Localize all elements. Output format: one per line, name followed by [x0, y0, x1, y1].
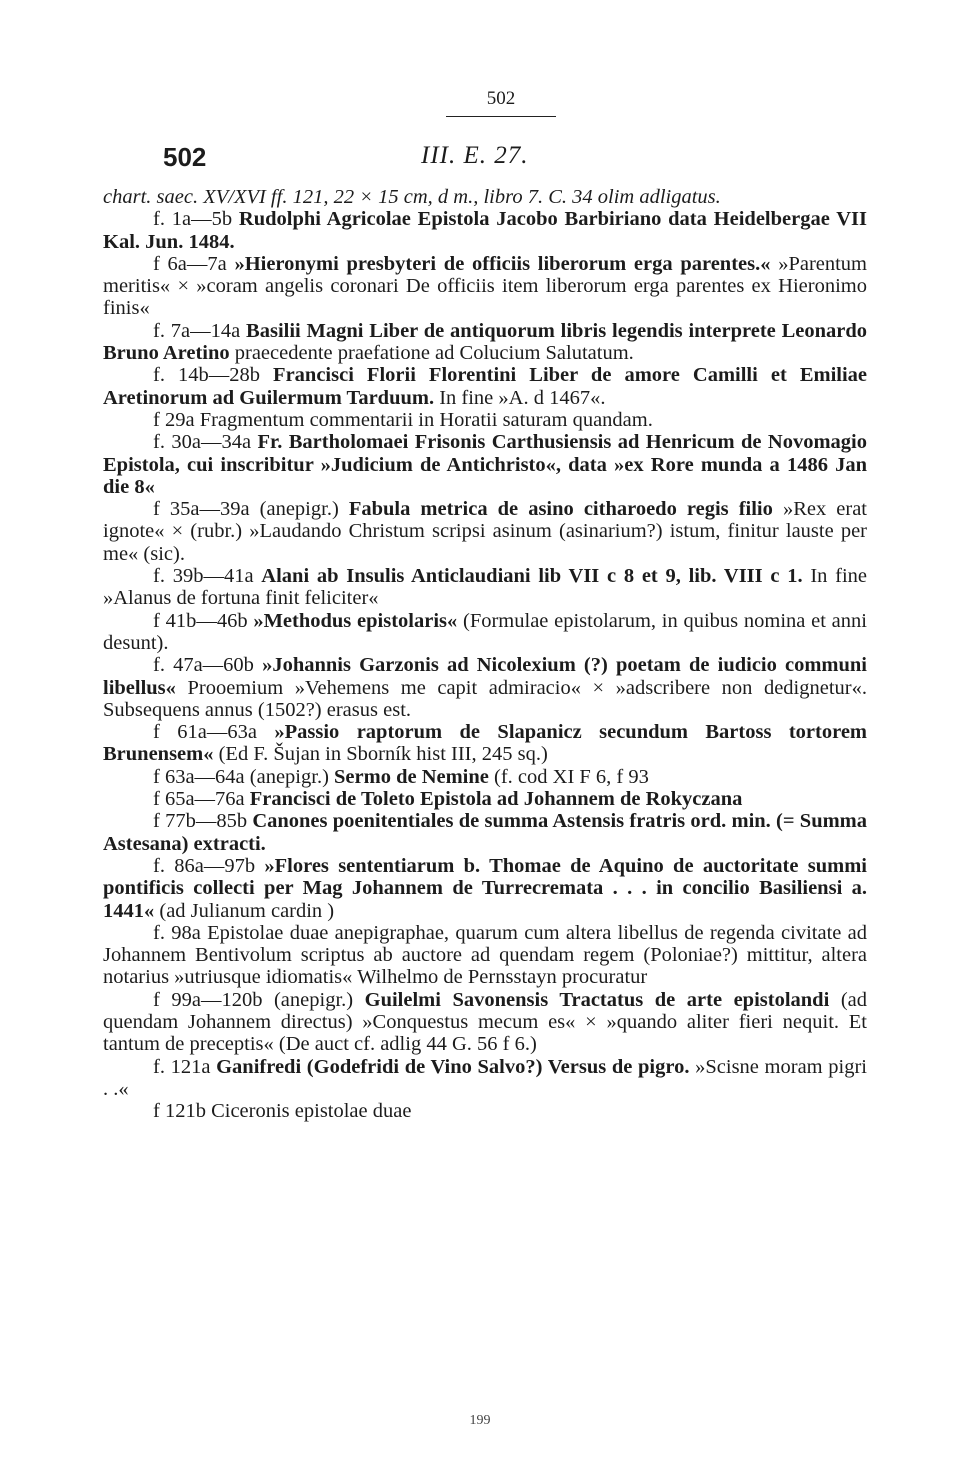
- item-note: (ad Julianum cardin ): [159, 899, 335, 922]
- folio-reference: f. 39b—41a: [153, 565, 254, 588]
- folio-reference: f 65a—76a: [153, 788, 245, 811]
- folio-reference: f. 121a: [153, 1055, 211, 1078]
- item-note: (Ed F. Šujan in Sborník hist III, 245 sq.): [218, 743, 548, 766]
- folio-reference: f 99a—120b (anepigr.): [153, 988, 354, 1011]
- item-title: Sermo de Nemine: [334, 765, 489, 788]
- item-title: »Johannis Garzonis ad Nicolexium (?) poetam de iudicio communi libellus«: [103, 654, 867, 699]
- entry-number: 502: [163, 142, 207, 172]
- item-title: »Passio raptorum de Slapanicz secundum Bartoss tortorem Brunensem«: [103, 721, 868, 766]
- contents-item: [103, 654, 867, 721]
- item-note: »Rex erat ignote« × (rubr.) »Laudando Christum scripsi asinum (asinarium?) istum, finitur lauste per me« (sic).: [103, 498, 867, 565]
- item-title: »Methodus epistolaris«: [253, 609, 458, 632]
- physical-description: chart. saec. XV/XVI ff. 121, 22 × 15 cm, d m., libro 7. C. 34 olim adligatus.: [103, 186, 721, 208]
- contents-item: [103, 364, 867, 409]
- item-title: »Flores sententiarum b. Thomae de Aquino de auctoritate summi pontificis collecti per Mag Johannem de Turrecremata . . . in concilio Basiliensi a. 1441«: [103, 854, 867, 922]
- item-title: Basilii Magni Liber de antiquorum libris legendis interprete Leonardo Bruno Aretino: [103, 319, 867, 365]
- contents-item: [103, 610, 867, 655]
- folio-reference: f. 86a—97b: [153, 854, 256, 877]
- entry-heading: [163, 142, 863, 182]
- item-title: Fr. Bartholomaei Frisonis Carthusiensis ad Henricum de Novomagio Epistola, cui inscribitur »Judicium de Antichristo«, data »ex Rore munda a 1486 Jan die 8«: [103, 431, 868, 498]
- item-title: Fabula metrica de asino citharoedo regis filio: [348, 498, 773, 521]
- contents-list: [103, 208, 867, 1122]
- folio-reference: f 63a—64a (anepigr.): [153, 765, 329, 788]
- item-note: Ciceronis epistolae duae: [211, 1100, 412, 1123]
- contents-item: [103, 253, 867, 320]
- folio-reference: f 77b—85b: [153, 810, 248, 833]
- folio-reference: f 61a—63a: [153, 721, 257, 744]
- contents-item: [103, 1056, 867, 1101]
- item-title: Guilelmi Savonensis Tractatus de arte epistolandi: [364, 988, 830, 1011]
- contents-item: [103, 431, 867, 498]
- contents-item: [103, 810, 867, 855]
- folio-reference: f. 30a—34a: [153, 431, 252, 454]
- item-note: In fine »Alanus de fortuna finit feliciter«: [103, 565, 868, 610]
- item-note: In fine »A. d 1467«.: [439, 386, 606, 409]
- folio-reference: f 41b—46b: [153, 609, 248, 632]
- item-note: »Scisne moram pigri . .«: [103, 1055, 867, 1100]
- folio-reference: f. 47a—60b: [153, 654, 254, 677]
- manuscript-description: [103, 186, 867, 1122]
- item-title: Francisci de Toleto Epistola ad Johannem de Rokyczana: [249, 788, 743, 811]
- contents-item: [103, 922, 867, 989]
- item-title: Canones poenitentiales de summa Astensis fratris ord. min. (= Summa Astesana) extracti.: [103, 810, 868, 855]
- contents-item: [103, 208, 867, 253]
- item-title: Alani ab Insulis Anticlaudiani lib VII c 8 et 9, lib. VIII c 1.: [261, 565, 803, 588]
- item-note: Epistolae duae anepigraphae, quarum cum altera libellus de regenda civitate ad Johannem Bentivolum scriptus ab auctore ad quendam regem (Poloniae?) mittitur, altera notarius »utriusque idiomatis« Wilhelmo de Pernsstayn procuratur: [103, 921, 867, 989]
- contents-item: [103, 565, 867, 610]
- item-note: Prooemium »Vehemens me capit admiracio« × »adscribere non dedignetur«. Subsequens annus (1502?) erasus est.: [103, 676, 867, 721]
- contents-item: [103, 855, 867, 922]
- folio-reference: f. 98a: [153, 921, 201, 944]
- contents-item: [103, 320, 867, 365]
- page-number-top: 502: [446, 88, 556, 117]
- page-number-bottom: 199: [469, 1413, 491, 1428]
- item-note: (ad quendam Johannem directus) »Conquestus mecum es« × »quando aliter fieri nequit. Et tantum de preceptis« (De auct cf. adlig 44 G. 56 f 6.): [103, 988, 867, 1056]
- contents-item: [103, 1100, 867, 1122]
- entry-signature: III. E. 27.: [421, 142, 529, 169]
- item-note: (f. cod XI F 6, f 93: [494, 765, 649, 788]
- item-title: Ganifredi (Godefridi de Vino Salvo?) Versus de pigro.: [216, 1055, 690, 1078]
- folio-reference: f. 7a—14a: [153, 319, 241, 342]
- item-note: Fragmentum commentarii in Horatii saturam quandam.: [199, 408, 653, 431]
- contents-item: [103, 766, 867, 788]
- contents-item: [103, 989, 867, 1056]
- item-title: »Hieronymi presbyteri de officiis liberorum erga parentes.«: [234, 252, 771, 275]
- contents-item: [103, 721, 867, 766]
- folio-reference: f. 14b—28b: [153, 364, 260, 387]
- folio-reference: f 35a—39a (anepigr.): [153, 498, 339, 521]
- item-note: (Formulae epistolarum, in quibus nomina et anni desunt).: [103, 609, 867, 654]
- item-note: »Parentum meritis« × »coram angelis coronari De officiis item liberorum erga parentes ex Hieronimo finis«: [103, 252, 868, 320]
- item-title: Rudolphi Agricolae Epistola Jacobo Barbiriano data Heidelbergae VII Kal. Jun. 1484.: [103, 208, 868, 253]
- folio-reference: f 121b: [153, 1100, 206, 1123]
- contents-item: [103, 498, 867, 565]
- folio-reference: f 29a: [153, 408, 195, 431]
- item-title: Francisci Florii Florentini Liber de amore Camilli et Emiliae Aretinorum ad Guilermum Tarduum.: [103, 364, 868, 409]
- contents-item: [103, 409, 867, 431]
- item-note: praecedente praefatione ad Colucium Salutatum.: [234, 342, 634, 365]
- folio-reference: f 6a—7a: [153, 252, 227, 275]
- folio-reference: f. 1a—5b: [153, 208, 233, 231]
- contents-item: [103, 788, 867, 810]
